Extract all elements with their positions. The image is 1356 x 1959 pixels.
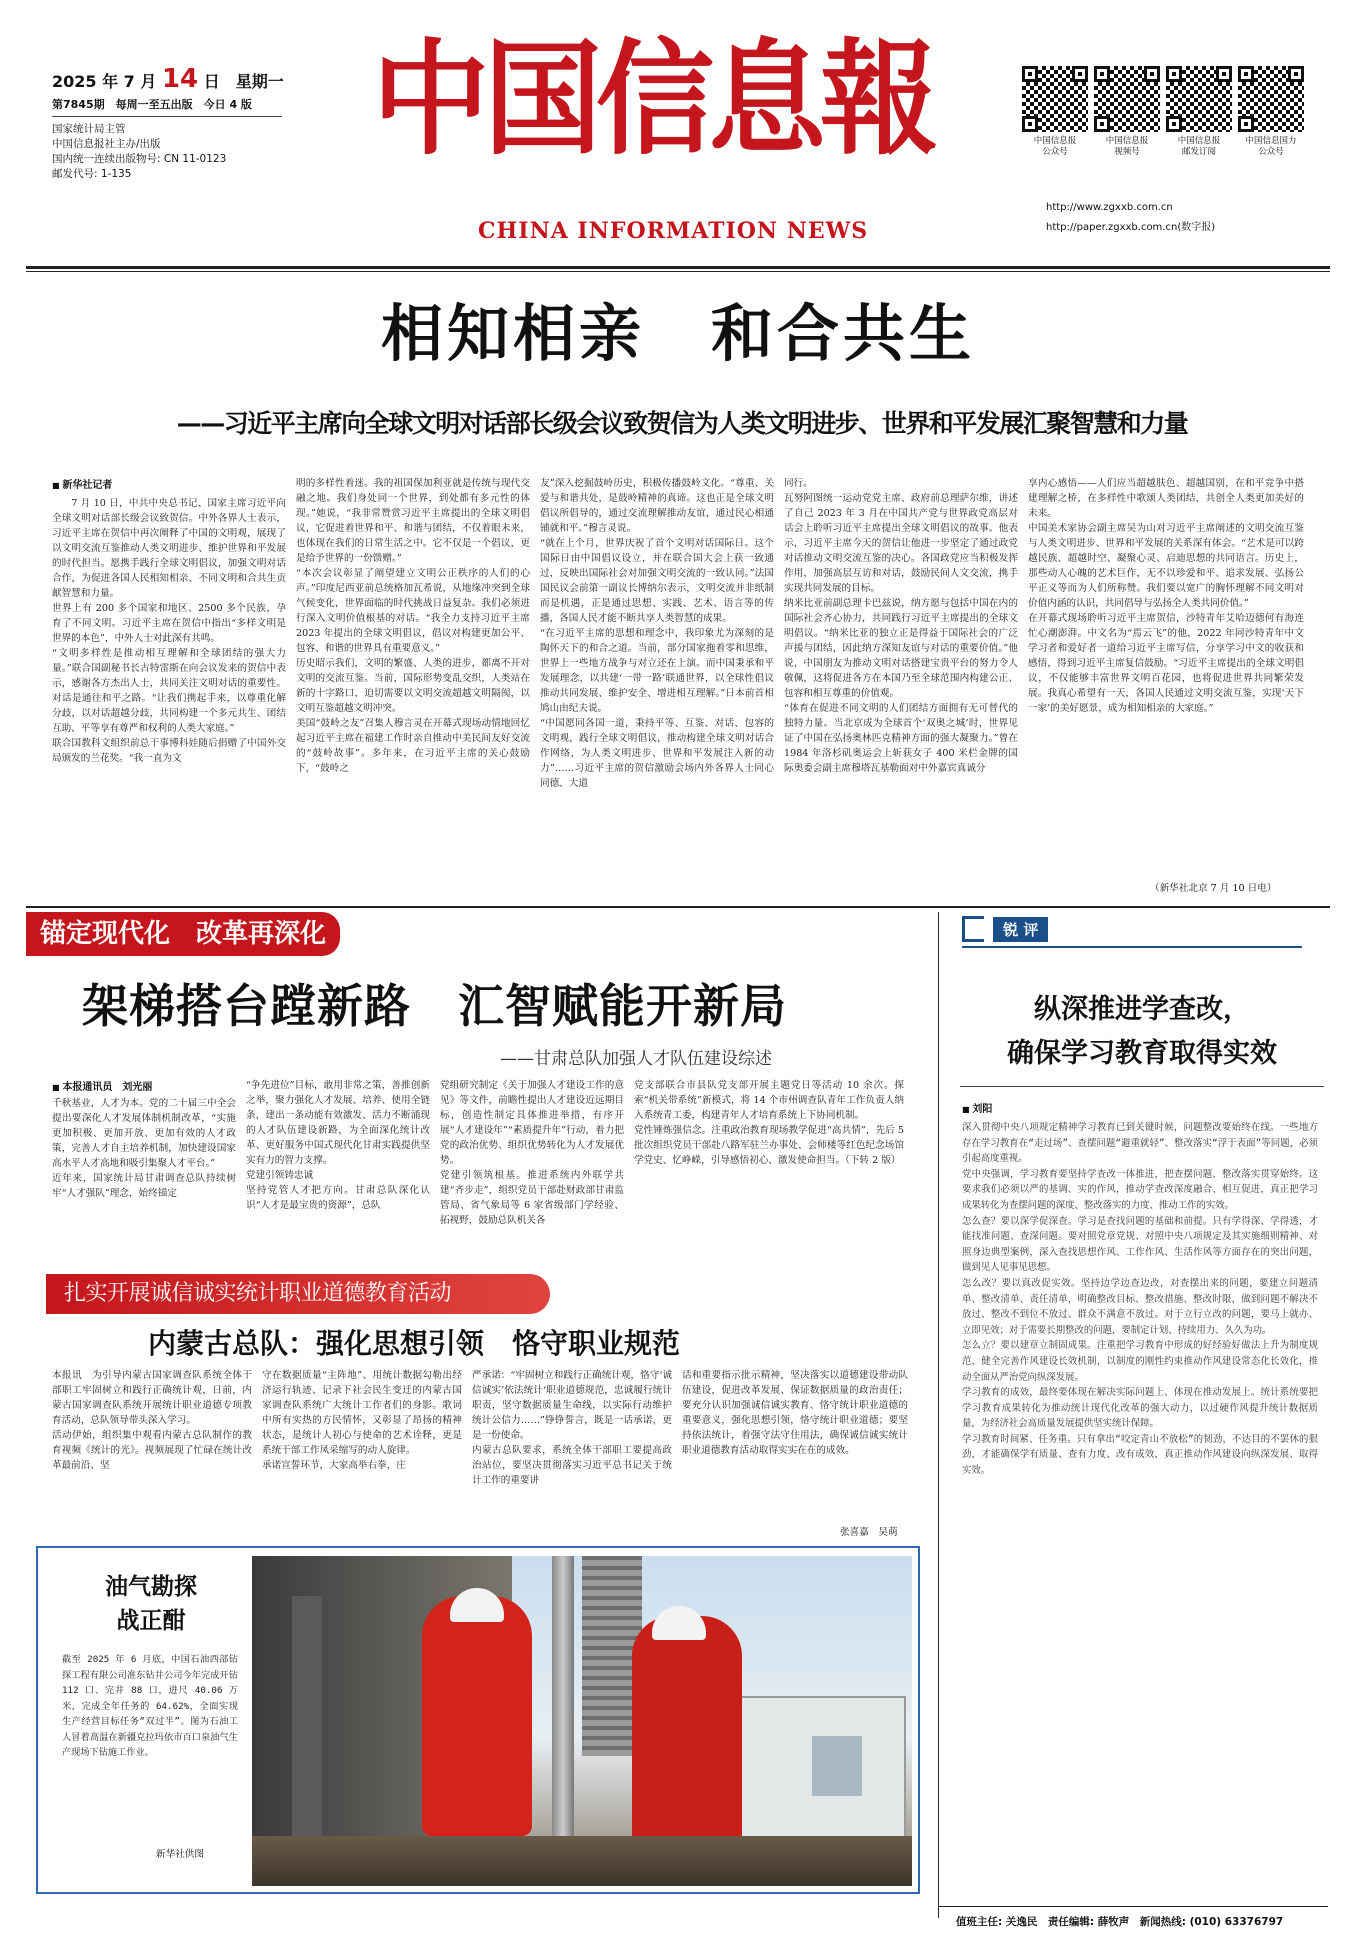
feature-col-1: 千秋基业，人才为本。党的二十届三中全会提出要深化人才发展体制机制改革，“实施更加积极、更加开放、更加有效的人才政策，完善人才自主培养机制，加快建设国家高水平人才高地和吸引集聚人才平台。” 近年来，国家统计局甘肃调查总队持续树牢“人才强队”理念，始终锚定: [52, 1098, 236, 1199]
qr-icon: [1094, 66, 1160, 132]
footer-editors: 值班主任: 关逸民 责任编辑: 薛牧声 新闻热线: (010) 63376797: [956, 1916, 1284, 1928]
feature-col-2: “争先进位”目标，敢用非常之策，善推创新之举，聚力强化人才发展、培养、使用全链条，建出一条动能有效激发、活力不断涌现的人才队伍建设新路，为全面深化统计改革、更好服务中国式现代化甘肃实践提供坚实有力的智力支撑。 党建引领铸忠诚 坚持党管人才把方向。甘肃总队深化认识“人才是最宝贵的资源”，总队: [246, 1080, 430, 1211]
issue-info: 第7845期 每周一至五出版 今日 4 版: [52, 98, 252, 111]
photo-headline: 油气勘探 战正酣: [105, 1573, 197, 1634]
photo-credit: 新华社供图: [156, 1849, 204, 1860]
integrity-signature: 张喜嘉 吴萌: [840, 1527, 898, 1538]
digital-paper-url[interactable]: http://paper.zgxxb.com.cn(数字报): [1046, 222, 1216, 233]
feature-tag: 锚定现代化 改革再深化: [26, 912, 340, 956]
integrity-banner: 扎实开展诚信诚实统计职业道德教育活动: [46, 1274, 550, 1314]
lead-col-1: 7 月 10 日，中共中央总书记、国家主席习近平向全球文明对话部长级会议致贺信。中外各界人士表示，习近平主席在贺信中再次阐释了中国的文明观，展现了以文明交流互鉴推动人类文明进步、维护世界和平发展的时代担当。愿携手践行全球文明倡议，加强文明对话合作，为促进各国人民相知相亲、不同文明和合共生贡献智慧和力量。 世界上有 200 多个国家和地区、2500 多个民族，孕育了不同文明。习近平主席在贺信中指出“多样文明是世界的本色”，中外人士对此深有共鸣。 “文明多样性是推动相互理解和全球团结的强大力量。”联合国副秘书长古特雷斯在向会议发来的贺信中表示，感谢各方杰出人士，共同关注文明对话的重要性。对话是通往和平之路。“让我们携起手来，以尊重化解分歧，以对话超越分歧，共同构建一个多元共生、团结互助、平等享有尊严和权利的人类大家庭。” 联合国教科文组织前总干事博科娃随后捐赠了中国外交局颁发的兰花奖。“我一直为文: [52, 498, 286, 764]
integrity-headline: 内蒙古总队：强化思想引领 恪守职业规范: [148, 1327, 681, 1360]
cn-number: 国内统一连续出版物号: CN 11-0123: [52, 153, 227, 165]
commentary-headline: 纵深推进学查改， 确保学习教育取得实效: [1007, 994, 1277, 1069]
integrity-col-1: 本报讯 为引导内蒙古国家调查队系统全体干部职工牢固树立和践行正确统计观，日前，内蒙古国家调查队系统开展统计职业道德专项教育活动，总队领导带头深入学习。 活动伊始，组织集中观看内蒙古总队制作的教育视频《统计的光》。视频展现了忙碌在统计改革最前沿、坚: [52, 1370, 252, 1471]
sponsor: 国家统计局主管: [52, 123, 126, 135]
qr-icon: [1022, 66, 1088, 132]
feature-col-4: 党支部联合市县队党支部开展主题党日等活动 10 余次。探索“机关带系统”新模式，将 14 个市州调查队青年工作负责人纳入系统青工委，构建青年人才培育系统上下协同机制。 党性锤炼强信念。注重政治教育现场教学促进“高共情”，先后 5 批次组织党员干部赴八路军驻兰办事处、会师楼等红色纪念场馆学党史、忆峥嵘，引导感悟初心、激发使命担当。（下转 2 版）: [634, 1080, 904, 1166]
qr-icon: [1238, 66, 1304, 132]
lead-headline: 相知相亲 和合共生: [380, 297, 975, 370]
photo-caption: 截至 2025 年 6 月底，中国石油西部钻探工程有限公司准东钻井公司今年完成开钻 112 口、完井 88 口，进尺 40.06 万米，完成全年任务的 64.62%，全面实现生产经营目标任务“双过半”。图为石油工人冒着高温在新疆克拉玛依市百口泉油气生产现场下钻施工作业。: [62, 1654, 238, 1758]
lead-col-2: 明的多样性着迷。我的祖国保加利亚就是传统与现代交融之地。我们身处同一个世界，到处都有多元性的体现。”她说，“我非常赞赏习近平主席提出的全球文明倡议，它促进着世界和平、和谐与团结，不仅着眼未来，也体现在我们的日常生活之中。它不仅是一个倡议，更是给予世界的一份馈赠。” “本次会议彰显了阐望建立文明公正秩序的人们的心声。”印度尼西亚前总统格加瓦希说，从地缘冲突到全球气候变化，世界面临的时代挑战日益复杂。我们必须进行深入文明价值根基的对话。“我全力支持习近平主席 2023 年提出的全球文明倡议，倡议对构建更加公平、包容、和谐的世界具有重要意义。” 历史昭示我们，文明的繁盛、人类的进步，都离不开对文明的交流互鉴。当前，国际形势变乱交织，人类站在新的十字路口，迫切需要以文明交流超越文明隔阂，以文明互鉴超越文明冲突。 美国“鼓岭之友”召集人穆言灵在开幕式现场动情地回忆起习近平主席在福建工作时亲自推动中美民间友好交流的“鼓岭故事”。多年来，在习近平主席的关心鼓励下，“鼓岭之: [296, 478, 530, 774]
date-year: 2025 年 7 月: [52, 72, 157, 91]
newspaper-logo-en: CHINA INFORMATION NEWS: [478, 218, 869, 244]
postal-code: 邮发代号: 1-135: [52, 168, 132, 180]
qr-code-2[interactable]: 中国信息报 视频号: [1092, 66, 1162, 158]
publication-info: [52, 122, 226, 182]
integrity-col-2: 守在数据质量“主阵地”、用统计数据勾勒出经济运行轨迹、记录下社会民生变迁的内蒙古国家调查队系统广大统计工作者们的身影。歌词中所有实热的方民情怀，又彰显了昂扬的精神状态，是统计人初心与使命的艺术诠释，更是系统干部工作凤采缩写的动人旋律。 承诺宣誓环节，大家高举右拳，庄: [262, 1370, 462, 1471]
feature-headline: 架梯搭台蹚新路 汇智赋能开新局: [82, 979, 787, 1033]
feature-col-3: 党组研究制定《关于加强人才建设工作的意见》等文件，前瞻性提出人才建设近远期目标，创造性制定具体推进举措，有序开展“人才建设年”“素质提升年”行动，着力把党的政治优势、组织优势转化为人才发展优势。 党建引领筑根基。推进系统内外联学共建“齐步走”，组织党员干部赴财政部甘肃监管局、省气象局等 6 家省级部门学经验、拓视野，鼓励总队机关各: [440, 1080, 624, 1226]
qr-icon: [1166, 66, 1232, 132]
commentary-body: 深入贯彻中央八项规定精神学习教育已到关键时候，问题整改要始终在线。一些地方存在学习教育在“走过场”、查摆问题“避重就轻”、整改落实“浮于表面”等问题，必须引起高度重视。 党中央强调，学习教育要坚持学查改一体推进，把查摆问题、整改落实贯穿始终。这要求我们必须以严的基调、实的作风，推动学查改深度融合、相互促进，真正把学习成果转化为查摆问题的深度、整改落实的力度、推动工作的实效。 怎么查？要以深学促深查。学习是查找问题的基础和前提。只有学得深、学得透，才能找准问题、查深问题。要对照党章党规、对照中央八项规定及其实施细则精神、对照身边典型案例，深入查找思想作风、工作作风、生活作风等方面存在的突出问题，做到见人见事见思想。 怎么改？要以真改促实效。坚持边学边查边改，对查摆出来的问题，要建立问题清单、整改清单、责任清单，明确整改目标、整改措施、整改时限，做到问题不解决不放过、整改不到位不放过、群众不满意不放过。对于立行立改的问题，要马上就办、立即见效；对于需要长期整改的问题，要制定计划、持续用力、久久为功。 怎么立？要以建章立制固成果。注重把学习教育中形成的好经验好做法上升为制度规范，健全完善作风建设长效机制，以制度的刚性约束推动作风建设常态化长效化，推动全面从严治党向纵深发展。 学习教育的成效，最终要体现在解决实际问题上、体现在推动发展上。统计系统要把学习教育成果转化为推动统计现代化改革的强大动力，以过硬作风提升统计数据质量，为经济社会高质量发展提供坚实统计保障。 学习教育时间紧、任务重。只有拿出“咬定青山不放松”的韧劲，不达目的不罢休的狠劲，才能确保学有质量、查有力度、改有成效，真正推动作风建设向纵深发展、取得实效。: [962, 1122, 1318, 1477]
commentary-tag: 锐 评: [962, 916, 1302, 948]
qr-code-1[interactable]: 中国信息报 公众号: [1020, 66, 1090, 158]
qr-code-3[interactable]: 中国信息报 邮发订阅: [1164, 66, 1234, 158]
lead-end-note: （新华社北京 7 月 10 日电）: [1150, 883, 1277, 894]
qr-code-4[interactable]: 中国信息国力 公众号: [1236, 66, 1306, 158]
worker-1: [422, 1596, 532, 1836]
newspaper-logo: 中国信息報: [372, 25, 933, 172]
website-url[interactable]: http://www.zgxxb.com.cn: [1046, 202, 1173, 213]
date-day: 14: [161, 64, 199, 94]
lead-col-4: 同行。 瓦努阿图统一运动党党主席、政府前总理萨尔维，讲述了自己 2023 年 3 月在中国共产党与世界政党高层对话会上聆听习近平主席提出全球文明倡议的故事。他表示，习近平主席今天的贺信让他进一步坚定了通过政党对话推动文明交流互鉴的决心。各国政党应当积极发挥作用，加强高层互访和对话，鼓励民间人文交流，携手实现共同发展的目标。 纳米比亚前副总理卡巴兹说，纳方愿与包括中国在内的国际社会齐心协力，共同践行习近平主席提出的全球文明倡议。“纳米比亚的独立正是得益于国际社会的广泛声援与团结，因此纳方深知友谊与对话的重要价值。”他说，中国朋友为推动文明对话搭建宝贵平台的努力令人敬佩，这将促进各方在本国乃至全球范围内构建公正、包容和相互尊重的价值观。 “体育在促进不同文明的人们团结方面拥有无可替代的独特力量。当北京成为全球首个‘双奥之城’时，世界见证了中国在弘扬奥林匹克精神方面的强大凝聚力。”曾在 1984 年洛杉矶奥运会上斩获女子 400 米栏金牌的国际奥委会副主席穆塔瓦基勒面对中外嘉宾真诚分: [784, 478, 1018, 774]
masthead-date: [52, 64, 284, 94]
lead-subheadline: ——习近平主席向全球文明对话部长级会议致贺信为人类文明进步、世界和平发展汇聚智慧和力量: [176, 409, 1188, 438]
lead-col-5: 享内心感悟——人们应当超越肤色、超越国别，在和平竞争中搭建理解之桥，在多样性中歌颂人类团结，共创全人类更加美好的未来。 中国美术家协会副主席吴为山对习近平主席阐述的文明交流互鉴与人类文明进步、世界和平发展的关系深有体会。“艺术是可以跨越民族、超越时空、凝聚心灵、启迪思想的共同语言。历史上，那些动人心魄的艺术巨作，无不以珍爱和平、追求发展、弘扬公平正义等而为人们所称赞。我们要以宽广的胸怀理解不同文明对价值内涵的认识，共同倡导与弘扬全人类共同价值。” 在开幕式现场聆听习近平主席贺信，沙特青年艾哈迈德何有海连忙心潮澎湃。中文名为“焉云飞”的他，2022 年同沙特青年中文学习者和爱好者一道给习近平主席写信，分享学习中文的收获和感悟，得到习近平主席复信鼓励。“习近平主席提出的全球文明倡议，不仅能够丰富世界文明百花园，也将促进世界共同繁荣发展。我真心希望有一天，各国人民通过文明交流互鉴，实现‘天下一家’的美好愿景，成为相知相亲的大家庭。”: [1028, 478, 1304, 714]
date-rest: 日 星期一: [203, 72, 284, 91]
commentary-icon: [962, 916, 984, 942]
integrity-col-4: 话和重要指示批示精神，坚决落实以道德建设带动队伍建设，促进改革发展、保证数据质量的政治责任；要充分认识加强诚信诚实教育、恪守统计职业道德的重要意义，强化思想引领，恪守统计职业道德；要坚持依法统计，着强守法守住用法，确保诚信诚实统计职业道德教育活动取得实实在在的成效。: [682, 1370, 908, 1456]
commentary-byline: ■ 刘阳: [962, 1100, 992, 1115]
integrity-col-3: 严承诺：“牢固树立和践行正确统计观，恪守‘诚信诚实’依法统计‘职业道德规范，忠诚履行统计职责，坚守数据质量生命线，以实际行动维护统计公信力……”铮铮誓言，既是一话承诺，更是一份使命。 内蒙古总队要求，系统全体干部职工要提高政治站位，要坚决贯彻落实习近平总书记关于统计工作的重要讲: [472, 1370, 672, 1486]
publisher: 中国信息报社主办/出版: [52, 138, 161, 150]
lead-col-3: 友”深入挖掘鼓岭历史，积极传播鼓岭文化。“尊重、关爱与和谐共处，是鼓岭精神的真谛。这也正是全球文明倡议所倡导的，通过交流理解推动友谊，通过民心相通铺就和平。”穆言灵说。 “就在上个月，世界庆祝了首个文明对话国际日。这个国际日由中国倡议设立，并在联合国大会上获一致通过，反映出国际社会对加强文明交流的一致认同。”法国国民议会前第一副议长博纳尔表示，文明交流并非纸制而是机遇，正是通过思想、实践、艺术、语言等的传播，各国人民才能不断共享人类智慧的成果。 “在习近平主席的思想和理念中，我印象尤为深刻的是陶怀天下的和合之道。当前，部分国家拖着零和思维，世界上一些地方战争与对立还在上演。而中国秉承和平发展理念，以共建‘一带一路’联通世界，以全球性倡议推动共同发展、维护安全、增进相互理解。”日本前首相鸠山由纪夫说。 “中国愿同各国一道，秉持平等、互鉴、对话、包容的文明观，践行全球文明倡议，推动构建全球文明对话合作网络，为人类文明进步、世界和平发展注入新的动力”……习近平主席的贺信激励会场内外各界人士同心同德、大道: [540, 478, 774, 789]
lead-byline: ■ 新华社记者: [52, 476, 112, 491]
oil-rig-photo: [252, 1556, 912, 1886]
feature-subheadline: ——甘肃总队加强人才队伍建设综述: [500, 1049, 772, 1069]
feature-byline: ■ 本报通讯员 刘光丽: [52, 1078, 152, 1093]
